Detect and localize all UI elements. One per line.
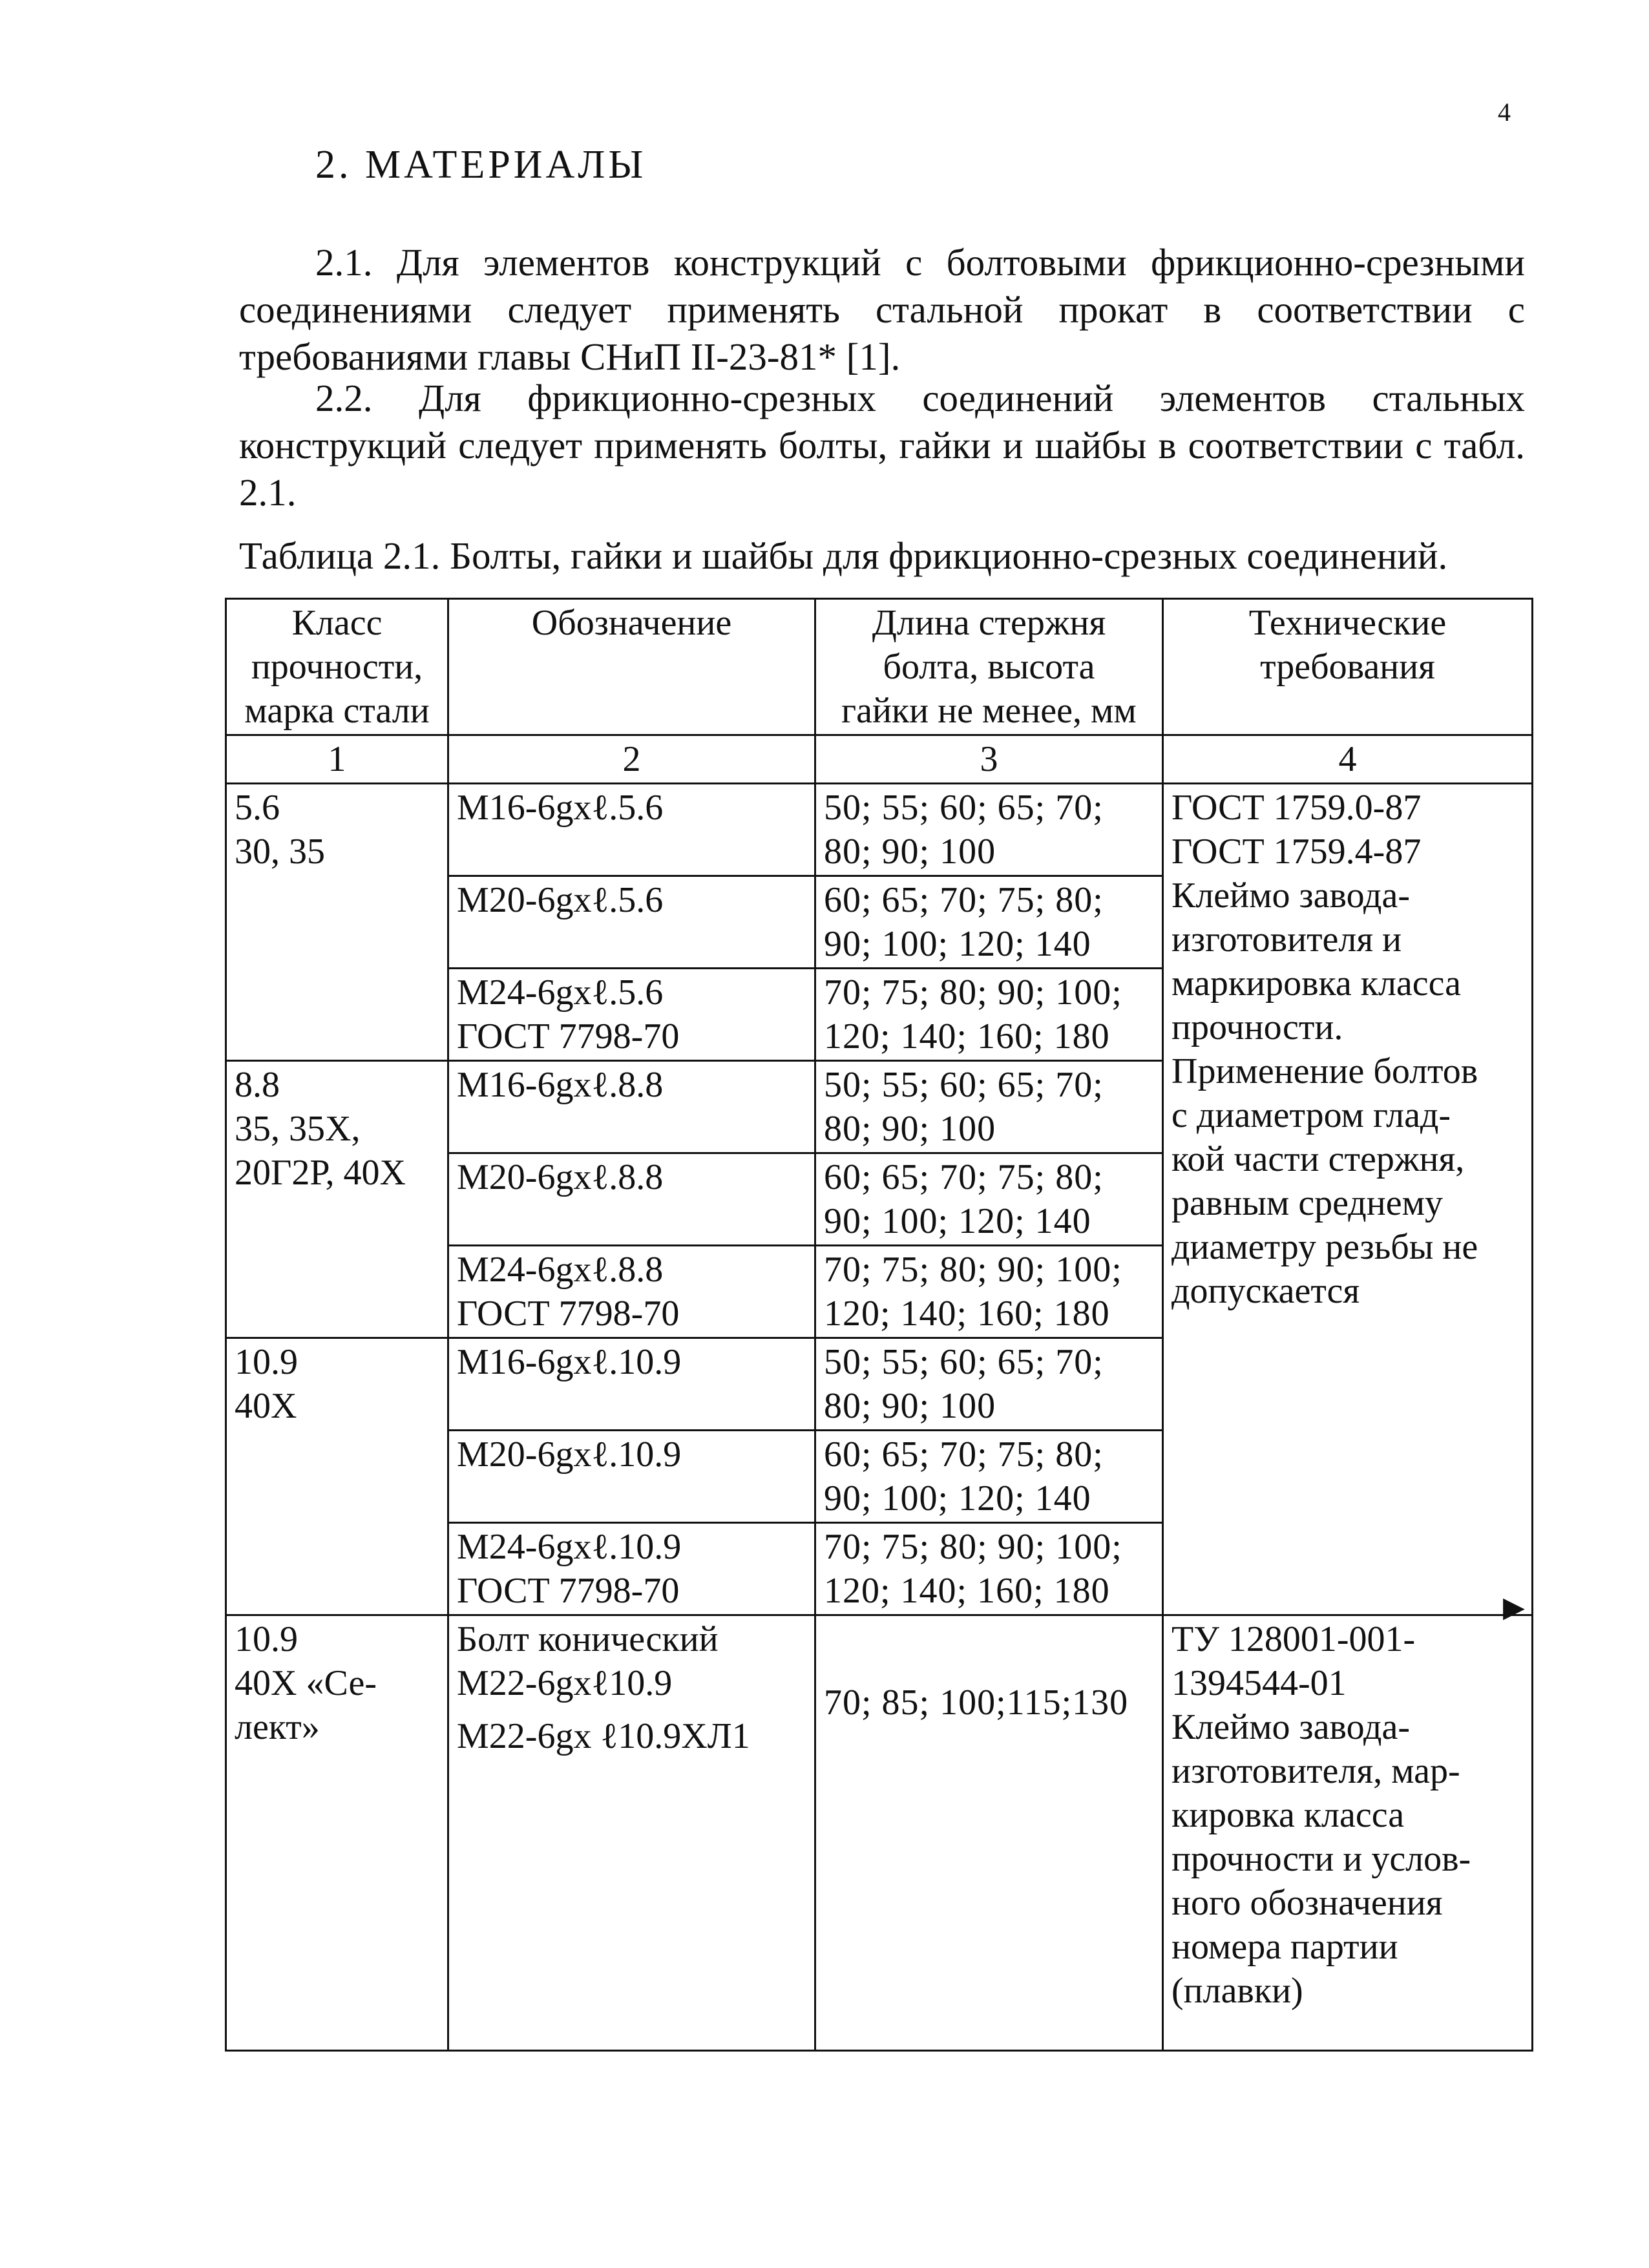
length-cell: 70; 75; 80; 90; 100; 120; 140; 160; 180 — [815, 969, 1163, 1061]
column-number: 3 — [815, 735, 1163, 784]
requirements-cell: ТУ 128001-001- 1394544-01 Клеймо завода- изготовителя, мар- кировка класса прочности и услов- ного обозначения номера партии (плавки) — [1163, 1615, 1533, 2051]
column-number: 1 — [226, 735, 448, 784]
length-cell: 60; 65; 70; 75; 80; 90; 100; 120; 140 — [815, 1153, 1163, 1246]
class-cell: 5.6 30, 35 — [226, 784, 448, 1061]
designation-cell: M16-6gxℓ.10.9 — [448, 1338, 815, 1431]
margin-arrow-icon: ▶ — [1503, 1591, 1525, 1623]
designation-cell: M24-6gxℓ.10.9 ГОСТ 7798-70 — [448, 1523, 815, 1615]
class-cell: 10.9 40X — [226, 1338, 448, 1615]
page-number: 4 — [1498, 98, 1511, 127]
designation-cell: M20-6gxℓ.5.6 — [448, 876, 815, 969]
length-cell: 70; 75; 80; 90; 100; 120; 140; 160; 180 — [815, 1246, 1163, 1338]
paragraph-2-2: 2.2. Для фрикционно-срезных соединений элементов стальных конструкций следует применять болты, гайки и шайбы в соответствии с табл. 2.1. — [239, 377, 1525, 514]
header-length: Длина стержня болта, высота гайки не менее, мм — [815, 599, 1163, 735]
designation-cell: M16-6gxℓ.8.8 — [448, 1061, 815, 1153]
paragraph-2-1: 2.1. Для элементов конструкций с болтовыми фрикционно-срезными соединениями следует применять стальной прокат в соответствии с требованиями главы СНиП II-23-81* [1]. — [239, 241, 1525, 378]
class-cell: 10.9 40X «Се- лект» — [226, 1615, 448, 2051]
length-cell: 50; 55; 60; 65; 70; 80; 90; 100 — [815, 1061, 1163, 1153]
table-row — [226, 1615, 1533, 2051]
designation-cell: M20-6gxℓ.8.8 — [448, 1153, 815, 1246]
requirements-cell: ГОСТ 1759.0-87 ГОСТ 1759.4-87 Клеймо завода- изготовителя и маркировка класса прочности. Применение болтов с диаметром глад- кой части стержня, равным среднему диаметру резьбы не допускается — [1163, 784, 1533, 1615]
designation-cell: M24-6gxℓ.5.6 ГОСТ 7798-70 — [448, 969, 815, 1061]
header-designation: Обозначение — [448, 599, 815, 735]
class-cell: 8.8 35, 35X, 20Г2Р, 40X — [226, 1061, 448, 1338]
table-header-row — [226, 599, 1533, 735]
length-cell: 60; 65; 70; 75; 80; 90; 100; 120; 140 — [815, 1431, 1163, 1523]
length-cell: 70; 85; 100;115;130 — [815, 1615, 1163, 2051]
header-class: Класс прочности, марка стали — [226, 599, 448, 735]
column-number: 4 — [1163, 735, 1533, 784]
length-cell: 70; 75; 80; 90; 100; 120; 140; 160; 180 — [815, 1523, 1163, 1615]
designation-cell: M16-6gxℓ.5.6 — [448, 784, 815, 876]
table-caption: Таблица 2.1. Болты, гайки и шайбы для фрикционно-срезных соединений. — [239, 534, 1448, 577]
length-cell: 50; 55; 60; 65; 70; 80; 90; 100 — [815, 784, 1163, 876]
header-requirements: Технические требования — [1163, 599, 1533, 735]
section-heading: 2. МАТЕРИАЛЫ — [315, 143, 647, 187]
bolts-table — [225, 598, 1533, 2052]
length-cell: 60; 65; 70; 75; 80; 90; 100; 120; 140 — [815, 876, 1163, 969]
designation-cell: M24-6gxℓ.8.8 ГОСТ 7798-70 — [448, 1246, 815, 1338]
designation-cell: Болт конический M22-6gxℓ10.9 M22-6gx ℓ10.9ХЛ1 — [448, 1615, 815, 2051]
length-cell: 50; 55; 60; 65; 70; 80; 90; 100 — [815, 1338, 1163, 1431]
designation-cell: M20-6gxℓ.10.9 — [448, 1431, 815, 1523]
column-number-row — [226, 735, 1533, 784]
column-number: 2 — [448, 735, 815, 784]
table-row — [226, 784, 1533, 876]
